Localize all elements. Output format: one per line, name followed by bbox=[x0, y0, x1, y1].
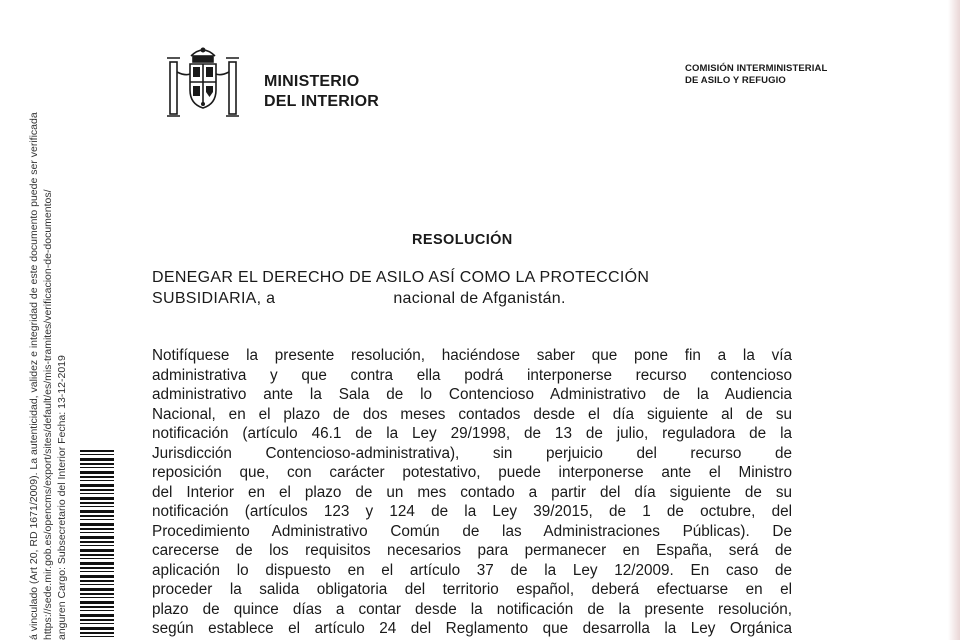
ministry-name bbox=[264, 72, 379, 112]
commission-line-1: COMISIÓN INTERMINISTERIAL bbox=[685, 63, 828, 74]
body-line: aplicación lo dispuesto en el artículo 37 de la Ley 12/2009. En caso de bbox=[152, 561, 792, 579]
body-line: proceder la salida obligatoria del territorio español, deberá efectuarse en el bbox=[152, 581, 792, 598]
body-line: notificación (artículo 46.1 de la Ley 29/1998, de 13 de julio, reguladora de la bbox=[152, 425, 792, 442]
body-line: Notifíquese la presente resolución, haciéndose saber que pone fin a la vía bbox=[152, 347, 792, 364]
document-title: RESOLUCIÓN bbox=[412, 232, 513, 248]
body-line: administrativo ante la Sala de lo Contencioso Administrativo de la Audiencia bbox=[152, 386, 792, 403]
decision-text bbox=[152, 267, 792, 309]
document-page: á vinculado (Art 20, RD 1671/2009). La autenticidad, validez e integridad de este documento puede ser verificada https://sede.mir.gob.es/opencms/export/sites/default/es/mis-tramites/verificacion-de-documentos/ anguren Cargo: Subsecretario del Interior Fecha: 13-12-2019 MINISTERIO DEL INTERIOR COMISIÓN INTERMINISTERIAL DE ASILO Y REFUGIO RESOLUCIÓN DENEGAR EL DERECHO DE ASILO ASÍ COMO LA PROTECCIÓN SUBSIDIARIA, a nacional de Afganistán. Notifíquese la presente resolución, haciéndose saber que pone fin a la vía administrativa y que contra ella podrá interponerse recurso contencioso administrativo ante la Sala de lo Contencioso Administrativo de la Audiencia Nacional, en el plazo de dos meses contados desde el día siguiente al de su notificación (artículo 46.1 de la Ley 29/1998, de 13 de julio, reguladora de la Jurisdicción Contencioso-administrativa), sin perjuicio del recurso de reposición que, con carácter potestativo, puede interponerse ante el Ministro del Interior en el plazo de un mes contado a partir del día siguiente de su notificación (artículos 123 y 124 de la Ley 39/2015, de 1 de octubre, del Procedimiento Administrativo Común de las Administraciones Públicas). De carecerse de los requisitos necesarios para permanecer en España, será de aplicación lo dispuesto en el artículo 37 de la Ley 12/2009. En caso de proceder la salida obligatoria del territorio español, deberá efectuarse en el plazo de quince días a contar desde la notificación de la presente resolución, según establece el artículo 24 del Reglamento que desarrolla la Ley Orgánica bbox=[0, 0, 960, 640]
barcode bbox=[80, 450, 114, 640]
body-paragraph bbox=[152, 346, 792, 639]
ministry-line-1: MINISTERIO bbox=[264, 73, 360, 90]
body-line: notificación (artículos 123 y 124 de la Ley 39/2015, de 1 de octubre, del bbox=[152, 503, 792, 520]
decision-line-2 bbox=[152, 288, 792, 309]
scan-edge bbox=[948, 0, 960, 640]
decision-line-1: DENEGAR EL DERECHO DE ASILO ASÍ COMO LA PROTECCIÓN bbox=[152, 269, 650, 286]
decision-line-2-prefix: SUBSIDIARIA, a bbox=[152, 290, 276, 307]
body-line: carecerse de los requisitos necesarios para permanecer en España, será de bbox=[152, 542, 792, 559]
body-line: administrativa y que contra ella podrá interponerse recurso contencioso bbox=[152, 366, 792, 384]
body-line: del Interior en el plazo de un mes contado a partir del día siguiente de su bbox=[152, 483, 792, 501]
redacted-name bbox=[275, 292, 393, 306]
commission-line-2: DE ASILO Y REFUGIO bbox=[685, 74, 786, 86]
ministry-line-2: DEL INTERIOR bbox=[264, 93, 380, 110]
body-line: según establece el artículo 24 del Reglamento que desarrolla la Ley Orgánica bbox=[152, 620, 792, 637]
body-line: Procedimiento Administrativo Común de las Administraciones Públicas). De bbox=[152, 522, 792, 540]
decision-line-2-suffix: nacional de Afganistán. bbox=[393, 290, 566, 307]
body-line: reposición que, con carácter potestativo, puede interponerse ante el Ministro bbox=[152, 464, 792, 481]
coat-of-arms-icon bbox=[163, 42, 243, 124]
body-line: Nacional, en el plazo de dos meses contados desde el día siguiente al de su bbox=[152, 405, 792, 423]
body-line: Jurisdicción Contencioso-administrativa), sin perjuicio del recurso de bbox=[152, 444, 792, 462]
body-line: plazo de quince días a contar desde la notificación de la presente resolución, bbox=[152, 600, 792, 618]
commission-name bbox=[685, 63, 827, 86]
